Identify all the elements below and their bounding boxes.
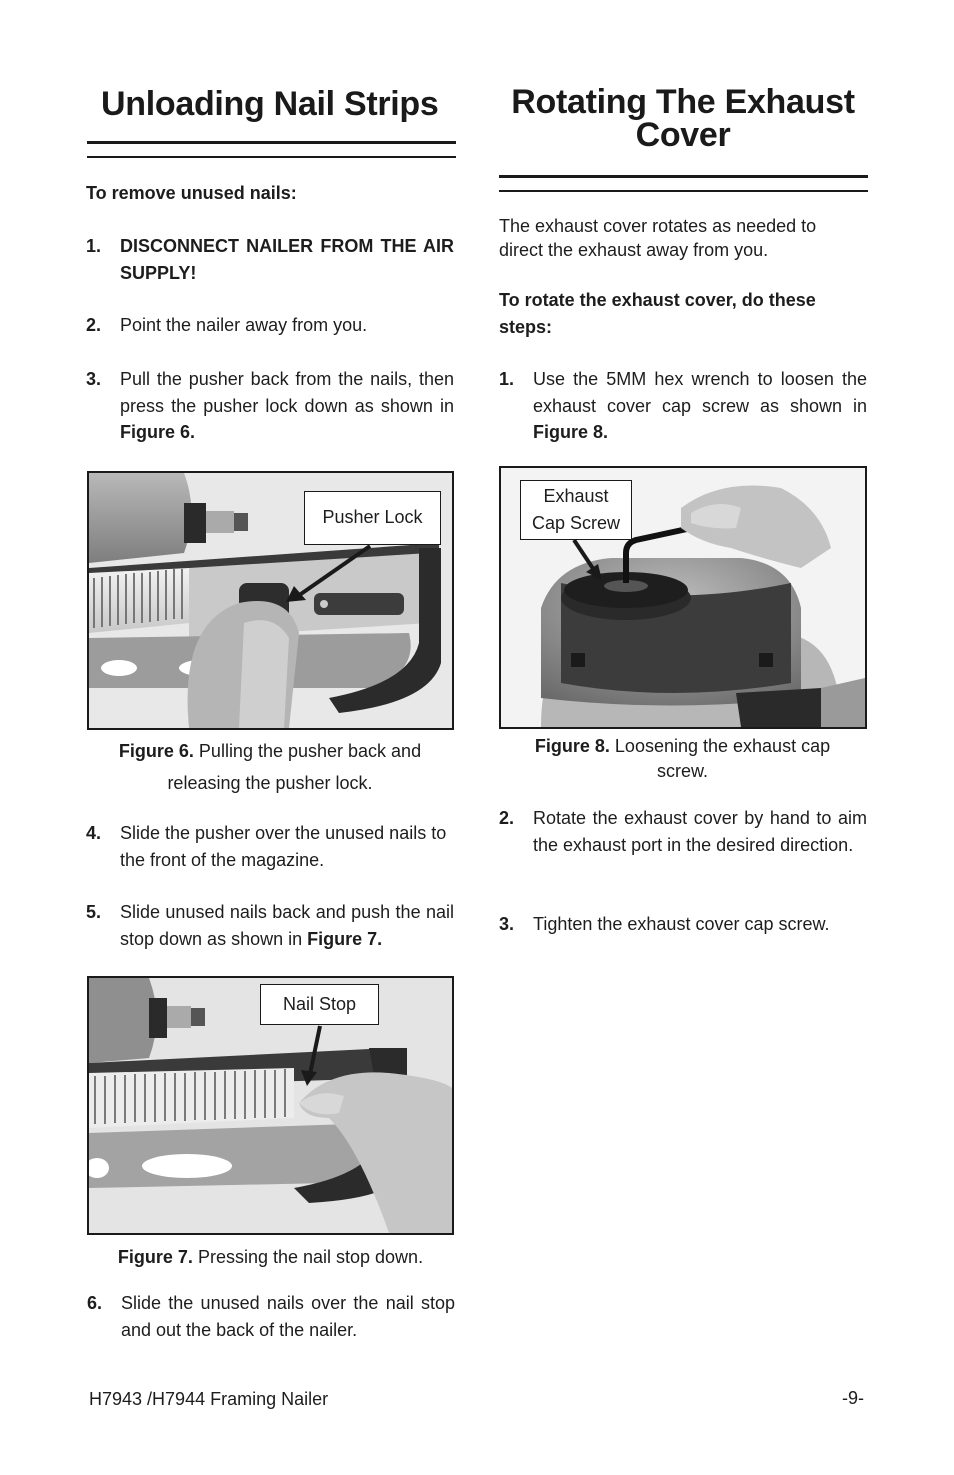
step-text — [120, 366, 454, 446]
step-body: Pull the pusher back from the nails, then press the pusher lock down as shown in — [120, 369, 454, 416]
figure-6-caption — [92, 735, 448, 799]
step-text — [120, 899, 454, 952]
caption-text: Loosening the exhaust cap screw. — [609, 736, 831, 781]
caption-text: Pulling the pusher back and releasing the pusher lock. — [167, 741, 422, 793]
callout-exhaust-cap-screw — [520, 480, 632, 540]
section-title-rotating: Rotating The Exhaust Cover — [511, 83, 855, 154]
step-number: 5. — [86, 902, 102, 922]
callout-arrow-icon — [280, 544, 380, 604]
caption-text: Pressing the nail stop down. — [192, 1247, 424, 1267]
step-text: Point the nailer away from you. — [120, 315, 368, 335]
step-body: Use the 5MM hex wrench to loosen the exhaust cover cap screw as shown in — [533, 369, 867, 416]
step-text-warning: DISCONNECT NAILER FROM THE AIR SUPPLY! — [120, 236, 454, 283]
lead-text-right: To rotate the exhaust cover, do these steps: — [499, 290, 816, 337]
figure-label: Figure 6. — [118, 741, 194, 761]
callout-arrow-icon — [568, 538, 608, 582]
figure-8-caption — [510, 734, 855, 783]
step-body: Slide unused nails back and push the nail stop down as shown in — [120, 902, 454, 949]
figure-reference: Figure 8. — [533, 422, 609, 442]
step-number: 2. — [499, 808, 515, 828]
callout-line: Exhaust — [543, 486, 609, 506]
intro-text-left: To remove unused nails: — [86, 183, 297, 203]
figure-reference: Figure 6. — [120, 422, 196, 442]
step-number: 6. — [87, 1293, 103, 1313]
callout-arrow-icon — [295, 1024, 335, 1088]
step-number: 1. — [499, 369, 515, 389]
step-number: 3. — [499, 914, 515, 934]
step-number: 4. — [86, 823, 102, 843]
step-text: Rotate the exhaust cover by hand to aim the exhaust port in the desired direction. — [533, 808, 867, 855]
step-text: Slide the unused nails over the nail stop and out the back of the nailer. — [121, 1293, 455, 1340]
callout-pusher-lock: Pusher Lock — [304, 491, 441, 545]
title-rule-left — [87, 141, 456, 144]
title-rule-right-thin — [499, 190, 868, 192]
figure-label: Figure 7. — [117, 1247, 193, 1267]
title-rule-right — [499, 175, 868, 178]
figure-reference: Figure 7. — [307, 928, 383, 949]
step-text — [533, 366, 867, 446]
callout-line: Cap Screw — [531, 513, 621, 533]
title-rule-left-thin — [87, 156, 456, 158]
section-title-unloading: Unloading Nail Strips — [101, 85, 439, 123]
step-number: 1. — [86, 236, 102, 256]
step-number: 3. — [86, 369, 102, 389]
callout-nail-stop: Nail Stop — [260, 984, 379, 1025]
footer-model: H7943 /H7944 Framing Nailer — [89, 1389, 329, 1409]
intro-text-right: The exhaust cover rotates as needed to direct the exhaust away from you. — [499, 216, 817, 260]
step-text: Slide the pusher over the unused nails to the front of the magazine. — [120, 823, 447, 870]
figure-label: Figure 8. — [534, 736, 610, 756]
step-text: Tighten the exhaust cover cap screw. — [533, 914, 830, 934]
step-number: 2. — [86, 315, 102, 335]
page-number: -9- — [842, 1388, 864, 1408]
figure-7-caption — [87, 1241, 454, 1273]
